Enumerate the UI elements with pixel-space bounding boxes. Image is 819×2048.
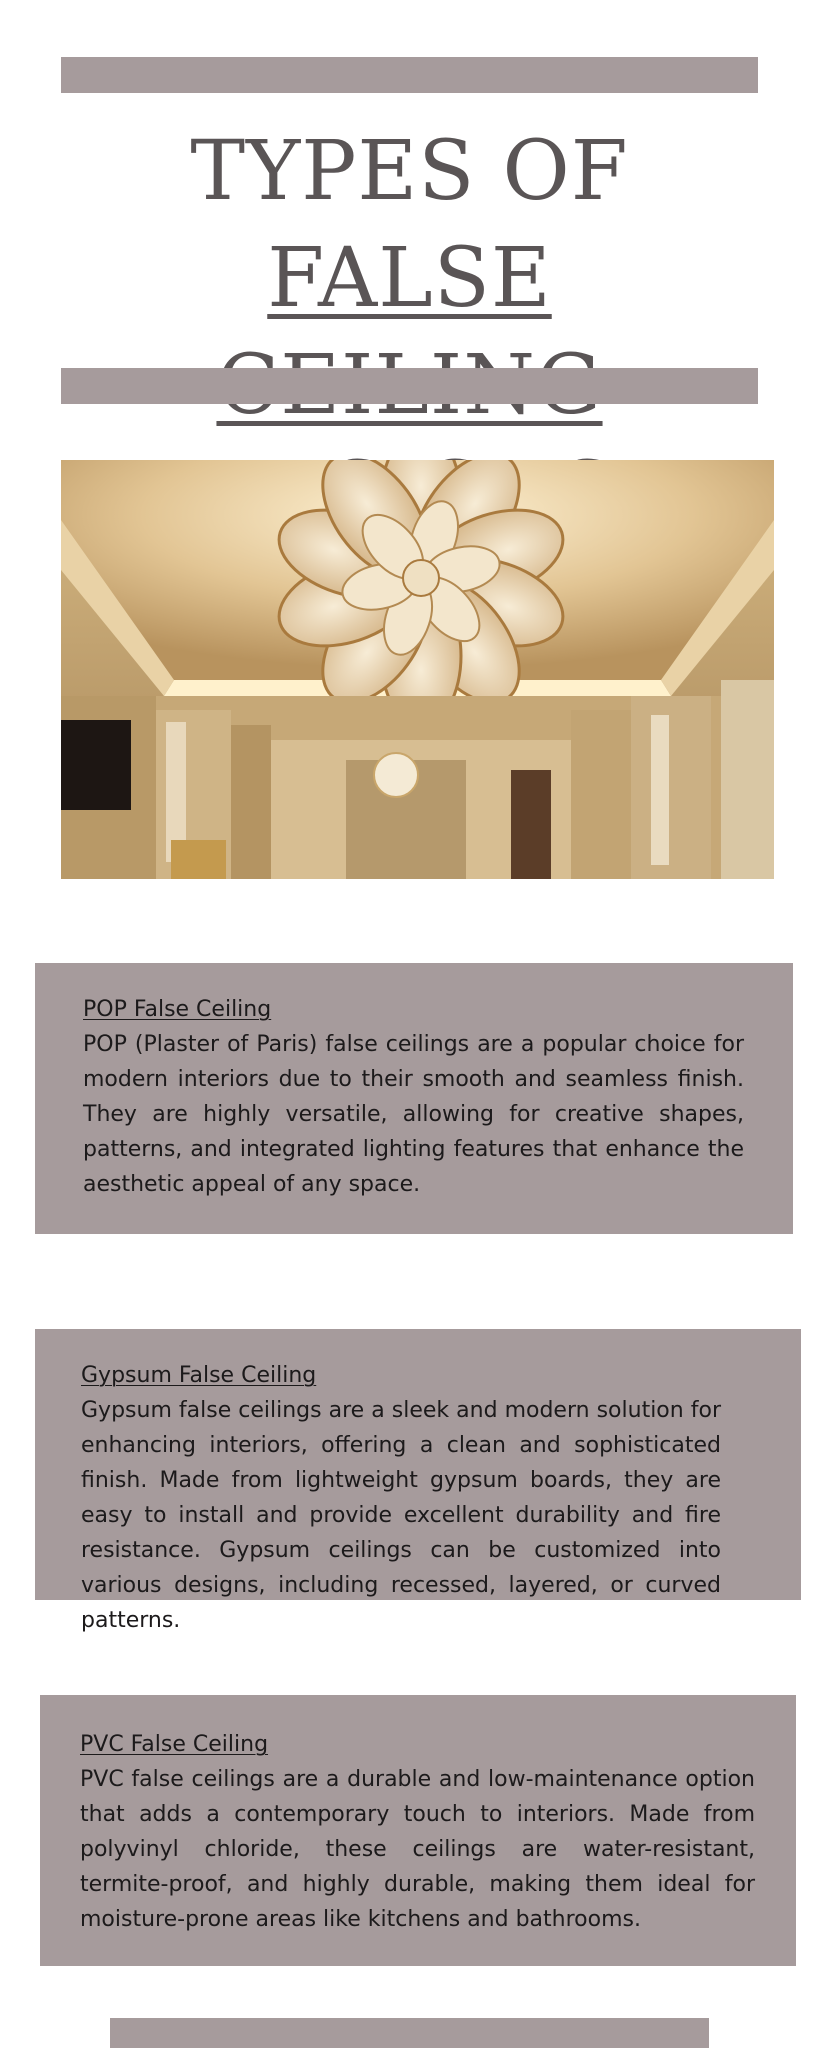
section-card-gypsum	[35, 1329, 801, 1633]
section-body-pvc: PVC false ceilings are a durable and low-maintenance option that adds a contemporary touch to interiors. Made from polyvinyl chloride, these ceilings are water-resistant, termite-proof, and highly durable, making them ideal for moisture-prone areas like kitchens and bathrooms.	[80, 1767, 755, 1932]
title-underlined-1: FALSE	[267, 231, 552, 326]
section-heading-pvc: PVC False Ceiling	[80, 1732, 269, 1757]
hero-ceiling-image	[61, 460, 774, 879]
section-body-pop: POP (Plaster of Paris) false ceilings are a popular choice for modern interiors due to their smooth and seamless finish. They are highly versatile, allowing for creative shapes, patterns, and integrated lighting features that enhance the aesthetic appeal of any space.	[83, 1032, 744, 1197]
top-decorative-band	[61, 57, 758, 93]
section-card-pvc	[40, 1695, 796, 1966]
section-body-gypsum: Gypsum false ceilings are a sleek and modern solution for enhancing interiors, offering a clean and sophisticated finish. Made from lightweight gypsum boards, they are easy to install and provide excellent durability and fire resistance. Gypsum ceilings can be customized into various designs, including recessed, layered, or curved patterns.	[81, 1398, 721, 1633]
section-heading-pop: POP False Ceiling	[83, 997, 272, 1022]
title-plain: TYPES OF	[190, 124, 629, 219]
section-card-pop	[35, 963, 793, 1234]
mid-decorative-band	[61, 368, 758, 404]
bottom-decorative-band	[110, 2018, 709, 2048]
section-heading-gypsum: Gypsum False Ceiling	[81, 1363, 317, 1388]
